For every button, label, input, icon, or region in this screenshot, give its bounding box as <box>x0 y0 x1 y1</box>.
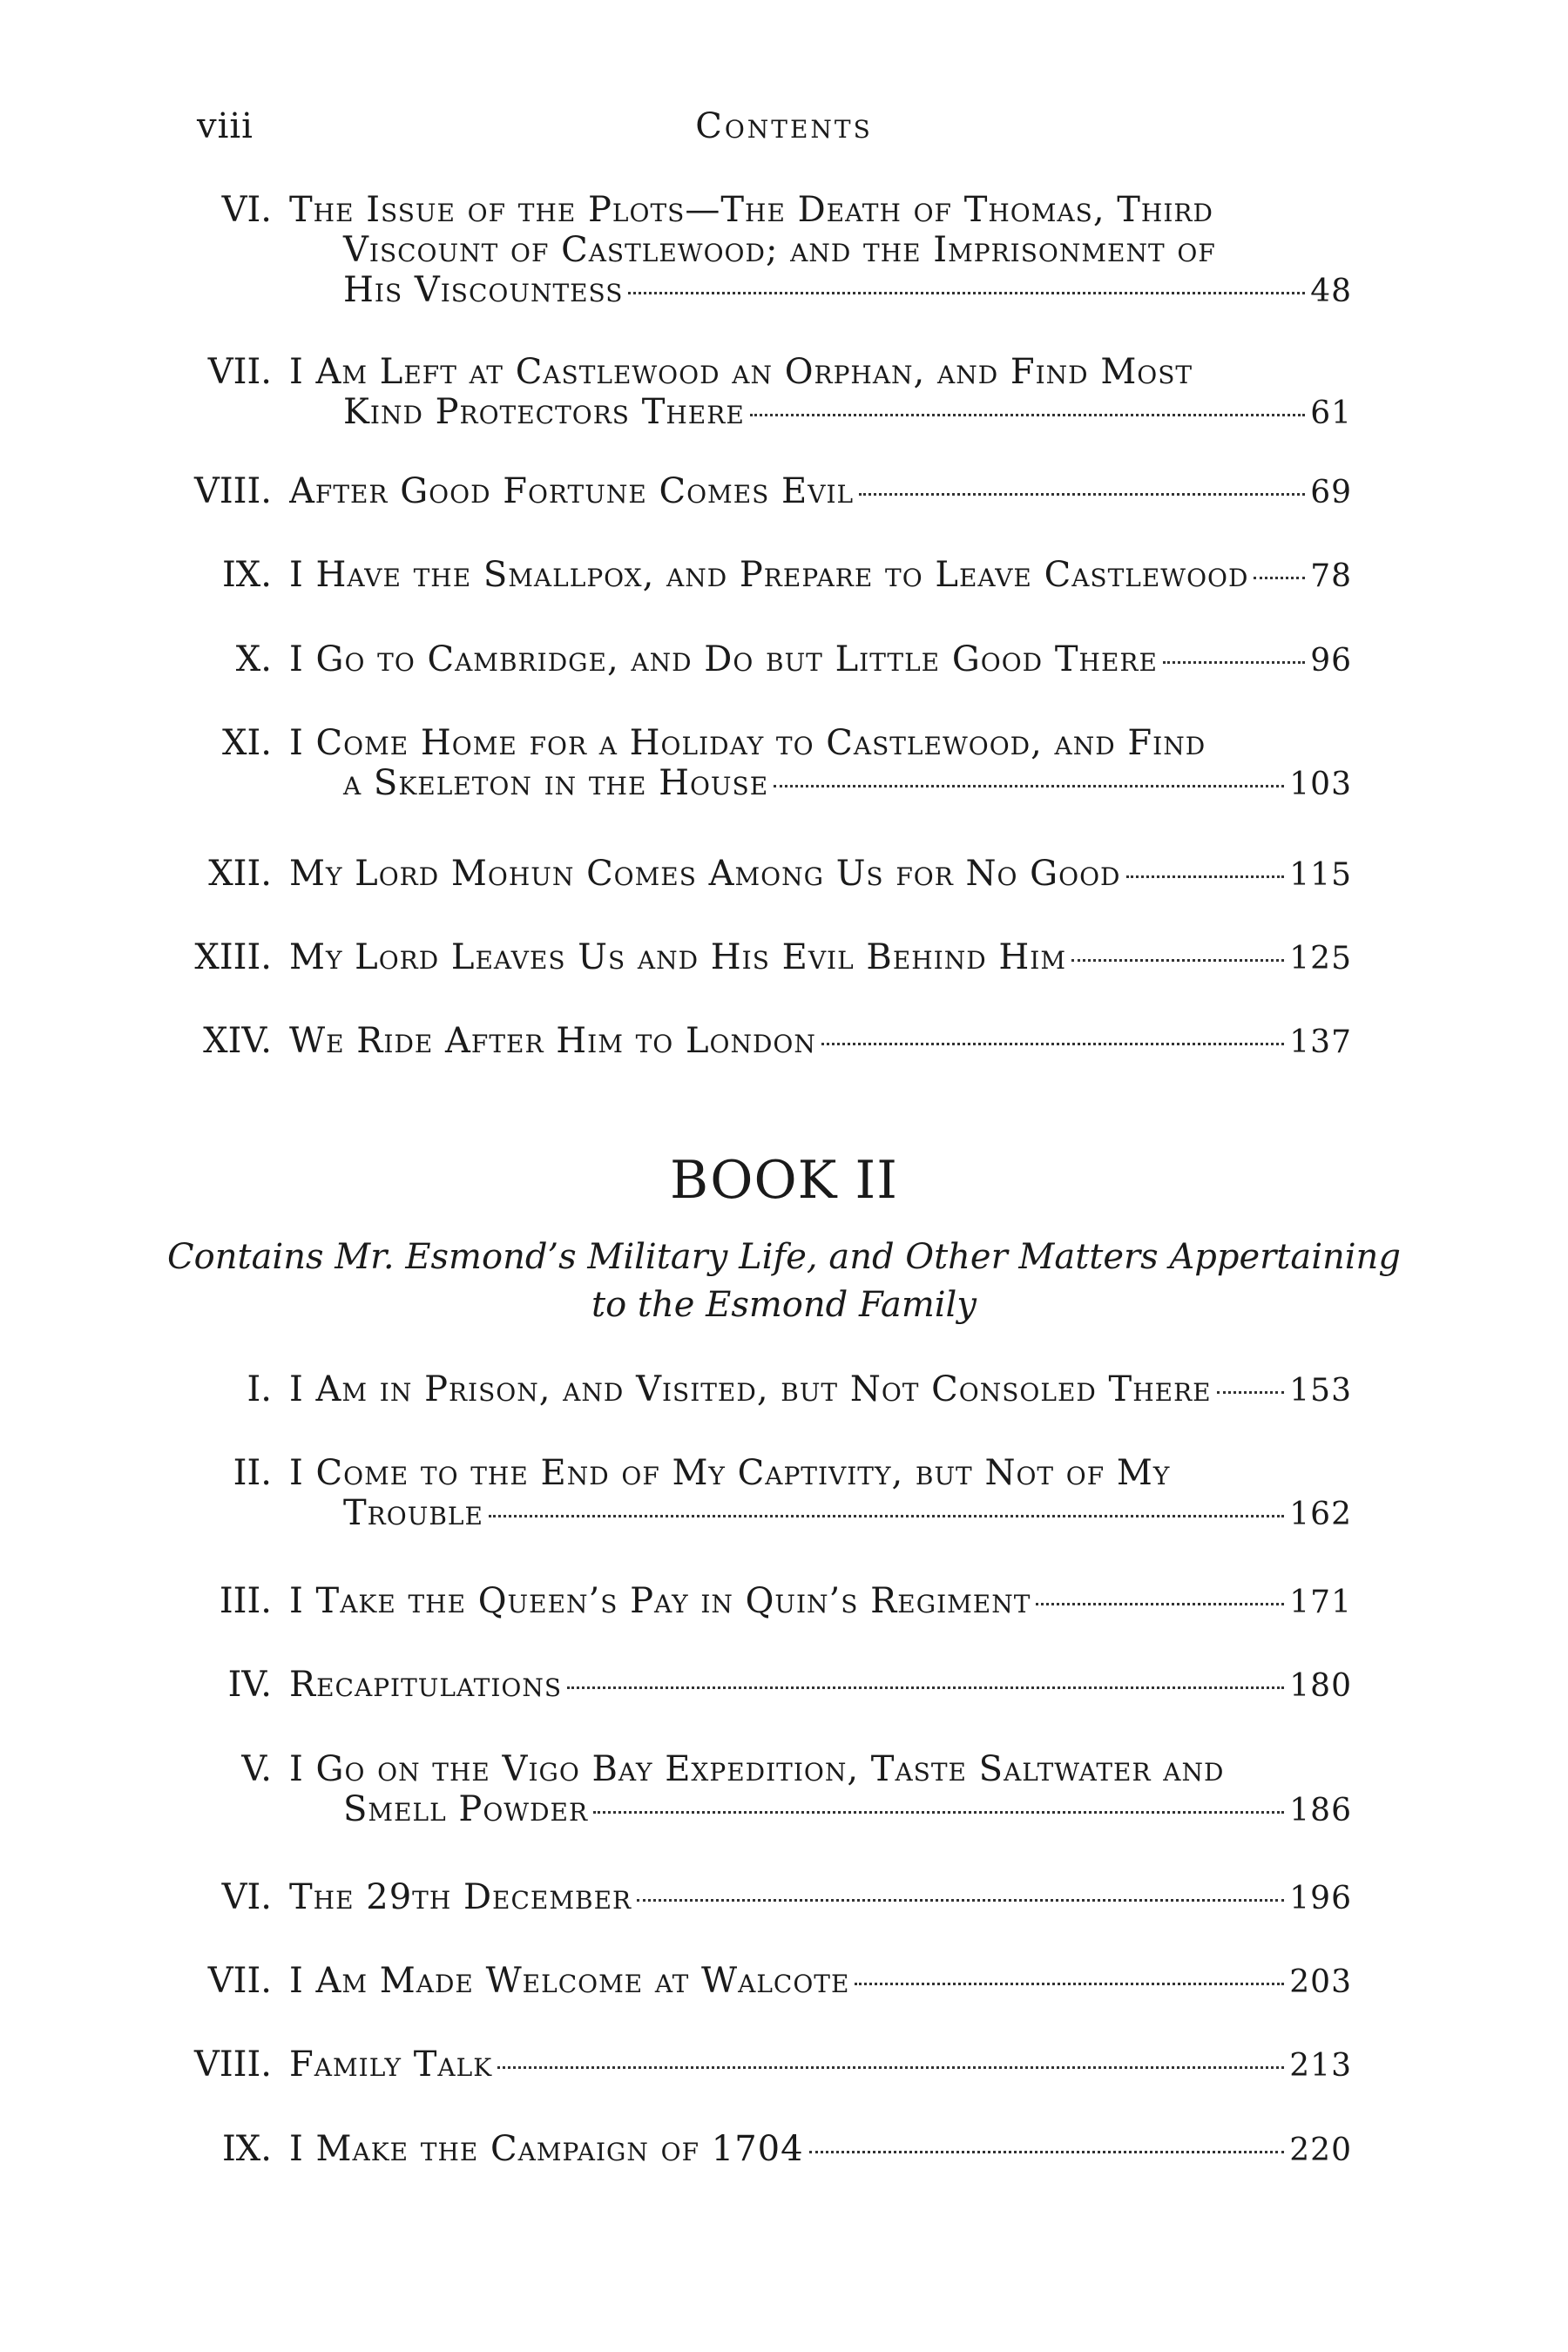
dot-leader <box>1163 660 1305 664</box>
chapter-number: III. <box>219 1581 272 1621</box>
page-number: 48 <box>1310 274 1352 309</box>
chapter-title-block <box>289 639 1352 679</box>
chapter-title-block <box>289 854 1352 894</box>
chapter-number: XI. <box>222 723 272 763</box>
dot-leader <box>628 291 1305 294</box>
page-number: 78 <box>1310 558 1352 594</box>
book-subtitle-line-1: Contains Mr. Esmond’s Military Life, and Other Matters Appertaining <box>167 1237 1401 1277</box>
page-number: 171 <box>1289 1585 1352 1620</box>
page-number: 186 <box>1289 1793 1352 1828</box>
book-title: BOOK II <box>670 1150 898 1211</box>
chapter-title-final-line <box>289 1789 1352 1829</box>
chapter-title-line: I Come to the End of My Captivity, but Not of My <box>289 1453 1171 1493</box>
chapter-title-text: a Skeleton in the House <box>343 763 769 803</box>
chapter-number: I. <box>247 1369 272 1409</box>
chapter-title-block <box>289 1453 1352 1533</box>
running-head: Contents <box>695 106 873 146</box>
chapter-title-text: Kind Protectors There <box>343 392 745 432</box>
chapter-number: X. <box>235 639 272 679</box>
page-number: 153 <box>1289 1373 1352 1409</box>
page-number: 137 <box>1289 1024 1352 1060</box>
chapter-title-block <box>289 723 1352 803</box>
chapter-title-final-line <box>289 639 1352 679</box>
chapter-title-block <box>289 1021 1352 1061</box>
book-subtitle <box>0 1233 1568 1329</box>
chapter-title-text: After Good Fortune Comes Evil <box>289 471 855 511</box>
chapter-title-final-line <box>289 854 1352 894</box>
chapter-title-text: I Take the Queen’s Pay in Quin’s Regiment <box>289 1581 1031 1621</box>
chapter-title-text: We Ride After Him to London <box>289 1021 816 1061</box>
chapter-number: VIII. <box>193 2044 272 2085</box>
book-subtitle-line-2: to the Esmond Family <box>591 1285 977 1325</box>
dot-leader <box>1217 1390 1285 1394</box>
page-number: 213 <box>1289 2048 1352 2084</box>
chapter-title-final-line <box>289 555 1352 595</box>
chapter-title-block <box>289 1369 1352 1409</box>
chapter-title-final-line <box>289 763 1352 803</box>
chapter-number: XIV. <box>203 1021 272 1061</box>
chapter-title-text: His Viscountess <box>343 270 624 310</box>
chapter-title-block <box>289 352 1352 432</box>
page-number: 69 <box>1310 475 1352 510</box>
chapter-number: VI. <box>221 1877 272 1917</box>
chapter-title-text: Family Talk <box>289 2044 493 2085</box>
chapter-title-block <box>289 2129 1352 2169</box>
chapter-title-line: I Am Left at Castlewood an Orphan, and Find Most <box>289 352 1193 392</box>
chapter-number: VIII. <box>193 471 272 511</box>
chapter-title-final-line <box>289 1961 1352 2001</box>
chapter-title-line: I Come Home for a Holiday to Castlewood, and Find <box>289 723 1206 763</box>
page-number: 103 <box>1289 767 1352 802</box>
chapter-title-block <box>289 937 1352 977</box>
dot-leader <box>497 2065 1284 2069</box>
chapter-title-block <box>289 555 1352 595</box>
chapter-number: IX. <box>222 2129 272 2169</box>
chapter-title-block <box>289 1877 1352 1917</box>
page-number: 220 <box>1289 2132 1352 2168</box>
dot-leader <box>774 784 1284 787</box>
chapter-title-text: I Am in Prison, and Visited, but Not Consoled There <box>289 1369 1212 1409</box>
chapter-title-line: Viscount of Castlewood; and the Imprisonment of <box>343 230 1216 270</box>
chapter-number: V. <box>241 1749 272 1789</box>
chapter-number: XII. <box>208 854 272 894</box>
chapter-number: VI. <box>221 190 272 230</box>
chapter-title-final-line <box>289 1877 1352 1917</box>
dot-leader <box>750 413 1305 416</box>
chapter-title-text: My Lord Leaves Us and His Evil Behind Him <box>289 937 1067 977</box>
chapter-title-block <box>289 1961 1352 2001</box>
chapter-number: VII. <box>207 352 272 392</box>
chapter-title-final-line <box>289 392 1352 432</box>
dot-leader <box>567 1686 1284 1689</box>
dot-leader <box>593 1810 1284 1814</box>
page-number: 61 <box>1310 395 1352 431</box>
page-number: 125 <box>1289 941 1352 977</box>
chapter-title-text: Trouble <box>343 1493 483 1533</box>
chapter-title-final-line <box>289 1581 1352 1621</box>
chapter-title-text: I Make the Campaign of 1704 <box>289 2129 804 2169</box>
dot-leader <box>1126 875 1285 878</box>
chapter-number: II. <box>233 1453 272 1493</box>
chapter-title-final-line <box>289 471 1352 511</box>
page-number: 115 <box>1289 857 1352 893</box>
chapter-title-line: I Go on the Vigo Bay Expedition, Taste Saltwater and <box>289 1749 1225 1789</box>
chapter-title-final-line <box>289 1665 1352 1705</box>
chapter-number: IX. <box>222 555 272 595</box>
dot-leader <box>1036 1602 1284 1605</box>
chapter-title-final-line <box>289 2044 1352 2085</box>
chapter-title-block <box>289 190 1352 310</box>
chapter-title-block <box>289 1665 1352 1705</box>
chapter-title-text: I Am Made Welcome at Walcote <box>289 1961 850 2001</box>
dot-leader <box>489 1514 1284 1517</box>
chapter-title-block <box>289 471 1352 511</box>
chapter-title-final-line <box>289 1493 1352 1533</box>
chapter-title-final-line <box>289 937 1352 977</box>
chapter-title-text: I Go to Cambridge, and Do but Little Good There <box>289 639 1158 679</box>
dot-leader <box>809 2150 1285 2153</box>
chapter-number: VII. <box>207 1961 272 2001</box>
chapter-title-text: My Lord Mohun Comes Among Us for No Good <box>289 854 1121 894</box>
dot-leader <box>1254 576 1305 579</box>
page-number: 180 <box>1289 1668 1352 1704</box>
chapter-title-block <box>289 1581 1352 1621</box>
chapter-title-block <box>289 1749 1352 1829</box>
chapter-title-final-line <box>289 1369 1352 1409</box>
dot-leader <box>859 492 1305 496</box>
chapter-title-text: Smell Powder <box>343 1789 589 1829</box>
chapter-title-final-line <box>289 2129 1352 2169</box>
chapter-title-final-line <box>289 270 1352 310</box>
page-header <box>0 106 1568 159</box>
chapter-title-final-line <box>289 1021 1352 1061</box>
chapter-title-text: Recapitulations <box>289 1665 563 1705</box>
chapter-title-line: The Issue of the Plots—The Death of Thomas, Third <box>289 190 1213 230</box>
page-number: 162 <box>1289 1497 1352 1532</box>
dot-leader <box>821 1042 1284 1045</box>
chapter-title-text: I Have the Smallpox, and Prepare to Leave Castlewood <box>289 555 1249 595</box>
page-number: 203 <box>1289 1964 1352 2000</box>
dot-leader <box>855 1982 1284 1985</box>
folio: viii <box>197 106 253 146</box>
page-number: 196 <box>1289 1881 1352 1916</box>
chapter-title-block <box>289 2044 1352 2085</box>
chapter-title-text: The 29th December <box>289 1877 632 1917</box>
page-number: 96 <box>1310 643 1352 679</box>
dot-leader <box>637 1898 1284 1902</box>
dot-leader <box>1071 958 1284 962</box>
chapter-number: IV. <box>227 1665 272 1705</box>
chapter-number: XIII. <box>194 937 272 977</box>
